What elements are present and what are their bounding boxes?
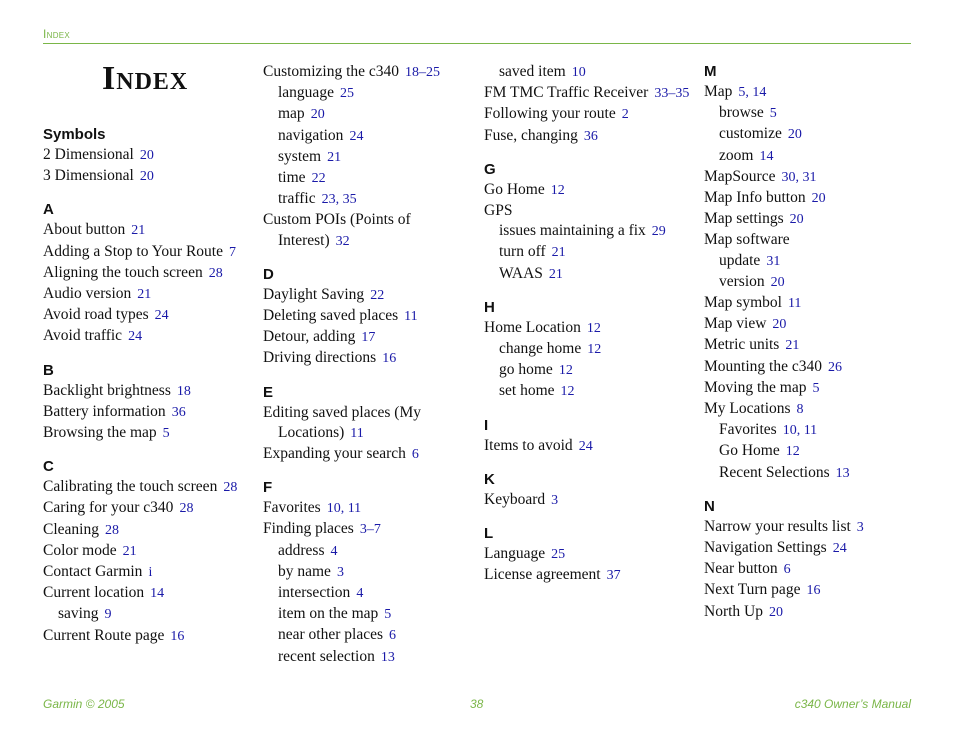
page-reference-link[interactable]: 37 [606,568,621,584]
page-reference-link[interactable]: 22 [370,287,385,303]
page-reference-link[interactable]: 20 [811,191,826,207]
page-reference-link[interactable]: 20 [772,317,787,333]
index-entry [43,220,258,241]
page-reference-link[interactable]: 12 [785,444,800,460]
index-subentry [704,251,919,272]
entry-term: Map symbol [704,294,782,312]
entry-term: Avoid traffic [43,327,123,345]
index-entry [263,210,478,251]
index-column-4 [704,62,919,623]
index-subentry [263,647,478,668]
entry-term: change home [499,340,582,358]
entry-term: customize [719,125,782,143]
index-entry [484,490,699,511]
entry-term: browse [719,104,764,122]
entry-term: Contact Garmin [43,563,143,581]
page-reference-link[interactable]: 28 [208,265,223,281]
entry-term: Keyboard [484,490,546,508]
section-heading: L [484,525,494,543]
entry-term: FM TMC Traffic Receiver [484,84,649,102]
index-entry [704,602,919,623]
index-entry [263,519,478,540]
entry-term: Favorites [263,499,321,517]
index-subentry [263,604,478,625]
index-subentry [484,264,699,285]
entry-term: 3 Dimensional [43,167,134,185]
entry-term: system [278,147,322,165]
index-subentry [263,189,478,210]
index-subentry [263,168,478,189]
index-entry [704,399,919,420]
page-reference-link[interactable]: 5 [384,607,392,623]
entry-term: Narrow your results list [704,517,851,535]
entry-term: Map software [704,231,790,249]
entry-term: MapSource [704,167,776,185]
index-entry [263,62,478,83]
page-reference-link[interactable]: 24 [128,329,143,345]
page-title: Index [102,60,189,97]
entry-term: North Up [704,602,763,620]
entry-term: version [719,272,765,290]
index-entry [484,83,699,104]
section-heading: G [484,160,496,178]
page-reference-link[interactable]: 20 [789,212,804,228]
entry-term: Map settings [704,210,784,228]
entry-term: Editing saved places (My Locations) [263,403,421,441]
page-reference-link[interactable]: 11 [350,425,364,441]
index-entry [704,538,919,559]
entry-term: Aligning the touch screen [43,263,203,281]
page-reference-link[interactable]: 14 [759,148,774,164]
index-subentry [484,381,699,402]
entry-term: Items to avoid [484,436,573,454]
index-entry [484,201,699,221]
entry-term: Expanding your search [263,445,406,463]
page-reference-link[interactable]: 3 [551,492,559,508]
page-reference-link[interactable]: 16 [806,583,821,599]
index-entry [43,520,258,541]
index-entry [263,306,478,327]
page-reference-link[interactable]: 22 [311,171,326,187]
page-reference-link[interactable]: i [148,565,153,581]
section-heading: N [704,497,715,515]
entry-term: Current location [43,584,145,602]
page-reference-link[interactable]: 21 [785,338,800,354]
entry-term: Following your route [484,105,616,123]
entry-term: Calibrating the touch screen [43,478,218,496]
page-reference-link[interactable]: 20 [768,604,783,620]
index-subentry [704,420,919,441]
entry-term: Map [704,83,733,100]
index-subentry [263,562,478,583]
index-entry [43,381,258,402]
entry-term: address [278,541,325,559]
entry-term: map [278,105,305,123]
entry-term: go home [499,361,553,379]
page-reference-link[interactable]: 24 [349,128,364,144]
entry-term: item on the map [278,605,379,623]
page-reference-link[interactable]: 20 [139,148,154,163]
index-subentry [263,625,478,646]
index-entry [263,498,478,519]
index-subentry [704,146,919,167]
index-subentry [704,103,919,124]
page-reference-link[interactable]: 12 [558,363,573,379]
index-subentry [263,83,478,104]
page-reference-link[interactable]: 4 [330,543,338,559]
index-entry [43,583,258,604]
index-entry [704,580,919,601]
entry-term: zoom [719,146,754,164]
header-rule [43,43,911,44]
entry-term: Audio version [43,285,132,303]
page-reference-link[interactable]: 5, 14 [738,85,767,100]
index-subentry [484,221,699,242]
entry-term: Browsing the map [43,424,157,442]
page-reference-link[interactable]: 20 [787,127,802,143]
index-subentry [43,604,258,625]
page-reference-link[interactable]: 3–7 [359,522,381,538]
index-entry [484,544,699,565]
page-reference-link[interactable]: 12 [550,182,565,198]
page-reference-link[interactable]: 25 [339,86,354,102]
page-reference-link[interactable]: 18–25 [405,65,441,80]
page-reference-link[interactable]: 3 [336,564,344,580]
entry-term: Caring for your c340 [43,499,174,517]
entry-term: turn off [499,243,546,261]
page-reference-link[interactable]: 21 [137,287,152,303]
index-entry [484,436,699,457]
entry-term: Finding places [263,520,354,538]
page-reference-link[interactable]: 12 [586,320,601,336]
page-reference-link[interactable]: 16 [382,351,397,367]
page-reference-link[interactable]: 21 [122,543,137,559]
entry-term: Favorites [719,421,777,439]
page-reference-link[interactable]: 20 [770,274,785,290]
page-reference-link[interactable]: 21 [131,223,146,239]
index-subentry [263,126,478,147]
page-reference-link[interactable]: 24 [832,541,847,557]
entry-term: Map view [704,315,767,333]
index-entry [704,82,919,103]
page-reference-link[interactable]: 8 [796,402,804,418]
page-reference-link[interactable]: 5 [162,426,170,442]
page-reference-link[interactable]: 6 [389,628,396,644]
entry-term: About button [43,221,126,239]
entry-term: Near button [704,560,778,578]
page-reference-link[interactable]: 24 [578,438,593,454]
entry-term: set home [499,382,555,400]
index-entry [263,444,478,465]
index-entry [43,477,258,498]
page-reference-link[interactable]: 26 [827,359,842,375]
page-reference-link[interactable]: 5 [769,106,777,122]
entry-term: Cleaning [43,520,99,538]
index-entry [43,498,258,519]
index-entry [704,209,919,230]
index-entry [484,565,699,586]
index-entry [43,423,258,444]
index-entry [484,126,699,147]
page-reference-link[interactable]: 10 [571,65,586,80]
index-entry [704,335,919,356]
section-heading: B [43,361,54,379]
section-heading: C [43,458,54,476]
entry-term: Language [484,545,546,563]
index-entry [43,402,258,423]
entry-term: by name [278,562,331,580]
index-entry [704,517,919,538]
entry-term: Backlight brightness [43,381,171,399]
index-column-3 [484,62,699,586]
entry-term: Home Location [484,318,581,336]
entry-term: Detour, adding [263,328,356,346]
page-reference-link[interactable]: 29 [651,224,666,240]
entry-term: Recent Selections [719,463,830,481]
entry-term: Deleting saved places [263,307,399,325]
page-reference-link[interactable]: 32 [335,233,350,249]
footer-copyright: Garmin © 2005 [43,697,125,711]
entry-term: Current Route page [43,626,165,644]
index-subentry [484,62,699,83]
page-reference-link[interactable]: 28 [223,480,238,496]
entry-term: Go Home [484,180,545,198]
entry-term: Custom POIs (Points of Interest) [263,211,411,249]
page-reference-link[interactable]: 9 [104,607,112,623]
page-reference-link[interactable]: 13 [835,465,850,481]
footer-page-number: 38 [470,697,484,711]
index-entry [43,166,258,187]
page-reference-link[interactable]: 14 [150,586,165,602]
page-reference-link[interactable]: 13 [380,649,395,665]
index-entry [43,242,258,263]
entry-term: intersection [278,584,351,602]
index-entry [263,403,478,444]
entry-term: Color mode [43,541,117,559]
entry-term: Avoid road types [43,306,149,324]
page-reference-link[interactable]: 31 [766,253,781,269]
section-heading: K [484,470,495,488]
index-entry [704,378,919,399]
entry-term: traffic [278,190,316,208]
page-reference-link[interactable]: 12 [560,384,575,400]
page-reference-link[interactable]: 12 [587,342,602,358]
entry-term: WAAS [499,264,543,282]
page-reference-link[interactable]: 11 [404,309,418,325]
entry-term: Map Info button [704,189,806,207]
index-entry [43,326,258,347]
page-reference-link[interactable]: 24 [154,308,169,324]
index-subentry [704,124,919,145]
entry-term: GPS [484,202,513,220]
page-reference-link[interactable]: 4 [356,586,364,602]
index-entry [43,145,258,166]
entry-term: Fuse, changing [484,126,578,144]
entry-term: My Locations [704,400,791,418]
index-entry [484,104,699,125]
index-entry [484,180,699,201]
index-entry [43,562,258,583]
entry-term: Mounting the c340 [704,357,822,375]
entry-term: update [719,251,761,269]
page-reference-link[interactable]: 36 [583,128,598,144]
page-reference-link[interactable]: 20 [310,107,325,123]
index-entry [704,293,919,314]
entry-term: recent selection [278,647,375,665]
entry-term: navigation [278,126,344,144]
entry-term: Customizing the c340 [263,63,400,80]
entry-term: issues maintaining a fix [499,222,646,240]
page-reference-link[interactable]: 6 [411,447,419,463]
index-entry [263,348,478,369]
index-subentry [263,541,478,562]
index-column-2 [263,62,478,668]
index-entry [43,263,258,284]
section-heading: F [263,479,273,497]
index-entry [704,357,919,378]
page-reference-link[interactable]: 17 [361,330,376,346]
section-heading: I [484,416,489,434]
running-header: Index [43,27,71,41]
entry-term: Metric units [704,336,780,354]
page-reference-link[interactable]: 20 [139,169,154,185]
section-heading: Symbols [43,126,106,143]
page-reference-link[interactable]: 25 [551,547,566,563]
page-reference-link[interactable]: 5 [812,380,820,396]
index-subentry [263,583,478,604]
index-entry [43,541,258,562]
index-entry [704,559,919,580]
entry-term: Daylight Saving [263,285,365,303]
index-column-1 [43,125,258,647]
entry-term: 2 Dimensional [43,146,134,163]
entry-term: near other places [278,626,383,644]
index-subentry [263,147,478,168]
entry-term: Next Turn page [704,581,801,599]
index-entry [263,327,478,348]
page-reference-link[interactable]: 21 [551,245,566,261]
index-subentry [484,242,699,263]
index-entry [43,305,258,326]
page-reference-link[interactable]: 3 [856,519,864,535]
entry-term: Driving directions [263,349,377,367]
page-reference-link[interactable]: 30, 31 [781,169,817,185]
page-reference-link[interactable]: 6 [783,562,791,578]
page-reference-link[interactable]: 16 [170,628,185,644]
footer-manual-title: c340 Owner’s Manual [794,697,911,711]
index-entry [263,285,478,306]
page-reference-link[interactable]: 21 [327,149,342,165]
index-subentry [484,360,699,381]
section-heading: M [704,63,717,80]
page-reference-link[interactable]: 11 [787,296,802,312]
index-entry [43,284,258,305]
page-reference-link[interactable]: 33–35 [654,86,690,102]
page-reference-link[interactable]: 28 [104,522,119,538]
page-reference-link[interactable]: 23, 35 [321,192,357,208]
index-entry [704,314,919,335]
index-entry [704,167,919,188]
section-heading: H [484,298,495,316]
entry-term: Moving the map [704,378,807,396]
entry-term: Navigation Settings [704,539,827,557]
entry-term: language [278,84,334,102]
entry-term: Go Home [719,442,780,460]
page-reference-link[interactable]: 18 [176,383,191,399]
page-reference-link[interactable]: 2 [621,107,629,123]
section-heading: E [263,383,274,401]
index-entry [704,188,919,209]
entry-term: saving [58,605,99,623]
index-subentry [704,463,919,484]
page-reference-link[interactable]: 10, 11 [326,501,362,517]
section-heading: D [263,265,274,283]
index-subentry [704,441,919,462]
page-reference-link[interactable]: 21 [548,266,563,282]
index-entry [43,626,258,647]
page-reference-link[interactable]: 28 [179,501,194,517]
index-subentry [263,104,478,125]
index-entry [704,230,919,250]
page-reference-link[interactable]: 10, 11 [782,423,818,439]
entry-term: Battery information [43,402,166,420]
entry-term: time [278,169,306,187]
entry-term: License agreement [484,566,601,584]
page-reference-link[interactable]: 7 [229,244,236,260]
entry-term: saved item [499,63,566,80]
index-subentry [704,272,919,293]
entry-term: Adding a Stop to Your Route [43,242,223,260]
section-heading: A [43,201,54,219]
index-entry [484,318,699,339]
page-reference-link[interactable]: 36 [171,404,186,420]
index-subentry [484,339,699,360]
